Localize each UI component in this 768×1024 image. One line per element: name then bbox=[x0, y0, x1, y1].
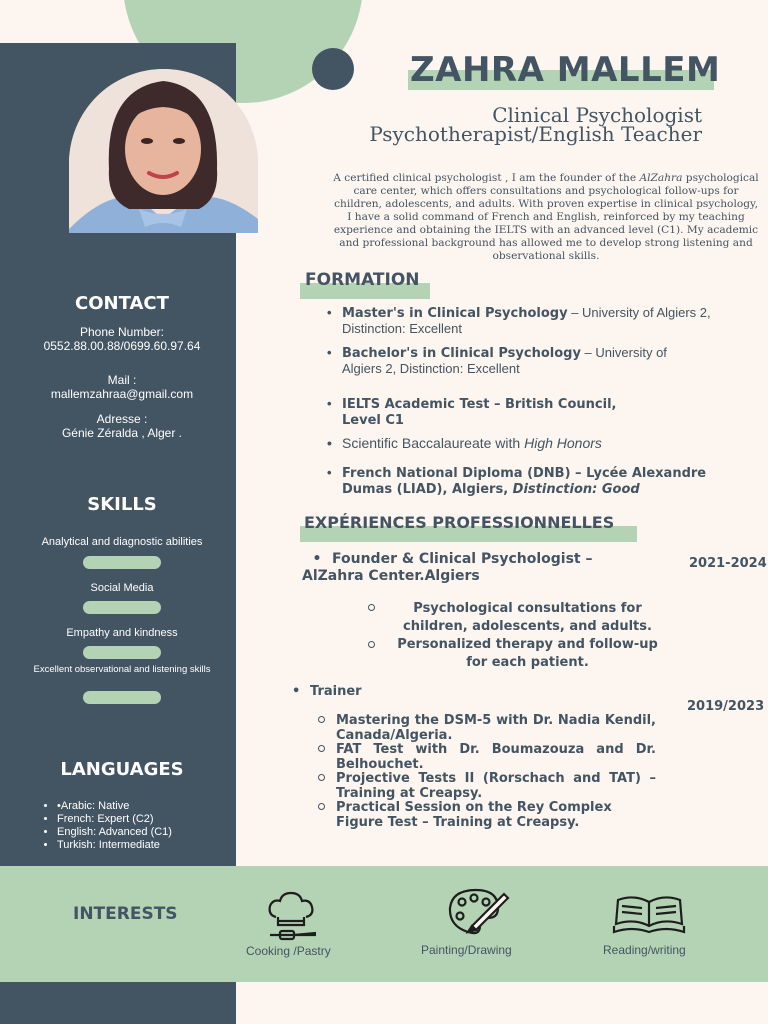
skill-bar bbox=[83, 646, 161, 659]
palette-icon bbox=[446, 886, 510, 938]
summary-center-name: AlZahra bbox=[639, 172, 683, 184]
training-item: Mastering the DSM-5 with Dr. Nadia Kendil, Canada/Algeria. bbox=[336, 713, 656, 743]
summary-text: A certified clinical psychologist , I am the founder of the bbox=[333, 172, 640, 184]
language-item: • Turkish: Intermediate bbox=[57, 839, 172, 852]
footer-block bbox=[0, 982, 236, 1024]
profile-summary bbox=[333, 172, 759, 263]
address-label: Adresse : bbox=[96, 412, 148, 426]
education-item: • Scientific Baccalaureate with High Honors bbox=[342, 436, 714, 451]
languages-list bbox=[57, 800, 172, 852]
language-item: • French: Expert (C2) bbox=[57, 813, 172, 826]
skill-label: Analytical and diagnostic abilities bbox=[41, 536, 203, 548]
list-circle bbox=[318, 716, 325, 723]
phone-label: Phone Number: bbox=[79, 325, 165, 339]
list-circle bbox=[318, 774, 325, 781]
full-name: ZAHRA MALLEM bbox=[410, 50, 721, 90]
education-item: • Bachelor's in Clinical Psychology – University of Algiers 2, Distinction: Excellent bbox=[342, 345, 672, 376]
phone-value: 0552.88.00.88/0699.60.97.64 bbox=[43, 339, 201, 353]
interest-label: Painting/Drawing bbox=[421, 943, 512, 957]
skill-label: Excellent observational and listening skills bbox=[33, 664, 211, 675]
skill-bar bbox=[83, 691, 161, 704]
job-task: Personalized therapy and follow-up for each patient. bbox=[397, 637, 658, 670]
skill-label: Empathy and kindness bbox=[66, 627, 178, 639]
language-item: • English: Advanced (C1) bbox=[57, 826, 172, 839]
skill-label: Social Media bbox=[90, 582, 154, 594]
mail-label: Mail : bbox=[107, 373, 137, 387]
list-circle bbox=[368, 604, 375, 611]
job-years: 2021-2024 bbox=[689, 556, 767, 571]
list-circle bbox=[318, 745, 325, 752]
decorative-dot bbox=[312, 48, 354, 90]
mail-value: mallemzahraa@gmail.com bbox=[50, 387, 194, 401]
job-years: 2019/2023 bbox=[687, 699, 765, 714]
chef-hat-icon bbox=[264, 891, 320, 943]
education-item: • Master's in Clinical Psychology – University of Algiers 2, Distinction: Excellent bbox=[342, 305, 714, 336]
role-subtitle: Psychotherapist/English Teacher bbox=[369, 122, 702, 146]
job-title: • Founder & Clinical Psychologist – AlZahra Center.Algiers bbox=[302, 551, 593, 584]
experience-title: EXPÉRIENCES PROFESSIONNELLES bbox=[304, 513, 615, 532]
training-item: Projective Tests II (Rorschach and TAT) – Training at Creapsy. bbox=[336, 771, 656, 801]
language-item: • •Arabic: Native bbox=[57, 800, 172, 813]
education-item: • IELTS Academic Test – British Council, Level C1 bbox=[342, 396, 632, 428]
interest-label: Cooking /Pastry bbox=[246, 944, 331, 958]
skills-title: SKILLS bbox=[87, 494, 157, 515]
address-value: Génie Zéralda , Alger . bbox=[61, 426, 183, 440]
list-circle bbox=[318, 803, 325, 810]
formation-title: FORMATION bbox=[305, 270, 420, 290]
list-circle bbox=[368, 641, 375, 648]
education-item: • French National Diploma (DNB) – Lycée Alexandre Dumas (LIAD), Algiers, Distinction: Good bbox=[342, 465, 714, 497]
contact-title: CONTACT bbox=[75, 293, 169, 314]
summary-text-rest: psychological care center, which offers consultations and psychological follow-ups for children, adolescents, and adults. With proven expertise in clinical psychology, I have a solid command of French and English, reinforced by my teaching experience and obtaining the IELTS with an advanced level (C1). My academic and professional background has allowed me to develop strong listening and observational skills. bbox=[333, 172, 759, 262]
job-title: • Trainer bbox=[292, 684, 362, 699]
interests-title: INTERESTS bbox=[73, 904, 178, 924]
skill-bar bbox=[83, 556, 161, 569]
training-item: Practical Session on the Rey Complex Figure Test – Training at Creapsy. bbox=[336, 800, 612, 830]
role-title: Clinical Psychologist bbox=[492, 103, 702, 127]
job-task: Psychological consultations for children, adolescents, and adults. bbox=[403, 601, 652, 634]
skill-bar bbox=[83, 601, 161, 614]
languages-title: LANGUAGES bbox=[60, 759, 184, 780]
interest-label: Reading/writing bbox=[603, 943, 686, 957]
book-icon bbox=[612, 890, 686, 936]
training-item: FAT Test with Dr. Boumazouza and Dr. Belhouchet. bbox=[336, 742, 656, 772]
